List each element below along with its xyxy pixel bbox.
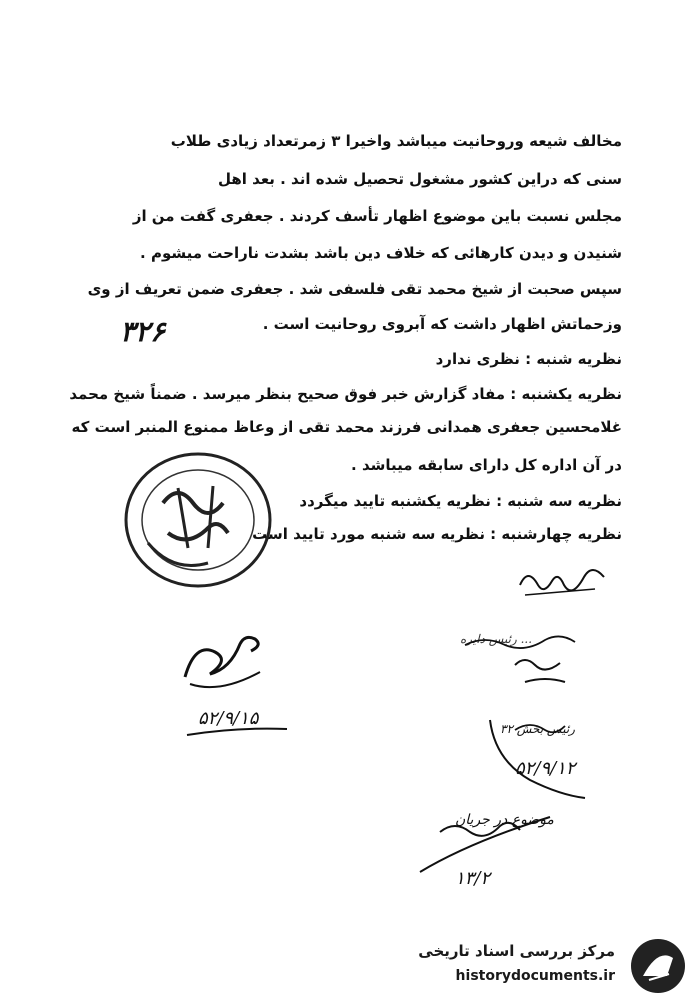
date-right: ۵۲/۹/۱۲ [515,758,576,779]
opinion-wednesday: نظریه چهارشنبه : نظریه سه شنبه مورد تایید است [252,525,622,543]
official-stamp-icon [118,448,278,593]
date-left: ۵۲/۹/۱۵ [198,708,259,729]
opinion-sunday: نظریه یکشنبه : مفاد گزارش خبر فوق صحیح بنظر میرسد . ضمناً شیخ محمد [69,385,622,403]
signature-left-icon [170,622,280,697]
archive-logo-icon [627,936,689,996]
body-line-5: سپس صحبت از شیخ محمد تقی فلسفی شد . جعفری ضمن تعریف از وی [87,280,622,298]
sig-lower-right-text: رئیس بخش ۳۲ [500,722,575,736]
sig-mid-right-text: رئیس دایره ... [460,632,533,646]
watermark [403,934,693,998]
date-bottom: ۱۳/۲ [455,868,491,889]
opinion-tuesday: نظریه سه شنبه : نظریه یکشنبه تایید میگردد [299,492,622,510]
body-line-1: مخالف شیعه وروحانیت میباشد واخیرا ۳ زمرتعداد زیادی طلاب [170,132,622,150]
watermark-url: historydocuments.ir [455,968,615,984]
watermark-title: مرکز بررسی اسناد تاریخی [418,942,615,960]
opinion-sunday-cont-1: غلامحسین جعفری همدانی فرزند محمد تقی از وعاظ ممنوع المنبر است که [71,418,622,436]
opinion-saturday: نظریه شنبه : نظری ندارد [435,350,622,368]
body-line-6: وزحماتش اظهار داشت که آبروی روحانیت است . [262,315,622,333]
opinion-sunday-cont-2: در آن اداره کل دارای سابقه میباشد . [351,456,622,474]
signature-lower-right-icon [480,705,590,800]
body-line-3: مجلس نسبت باین موضوع اظهار تأسف کردند . جعفری گفت من از [132,207,622,225]
sig-bottom-right-text: موضوع در جریان [455,812,554,828]
body-line-4: شنیدن و دیدن کارهائی که خلاف دین باشد بشدت ناراحت میشوم . [140,244,622,262]
body-line-2: سنی که دراین کشور مشغول تحصیل شده اند . بعد اهل [218,170,622,188]
margin-note: ۳۲۶ [120,315,166,348]
